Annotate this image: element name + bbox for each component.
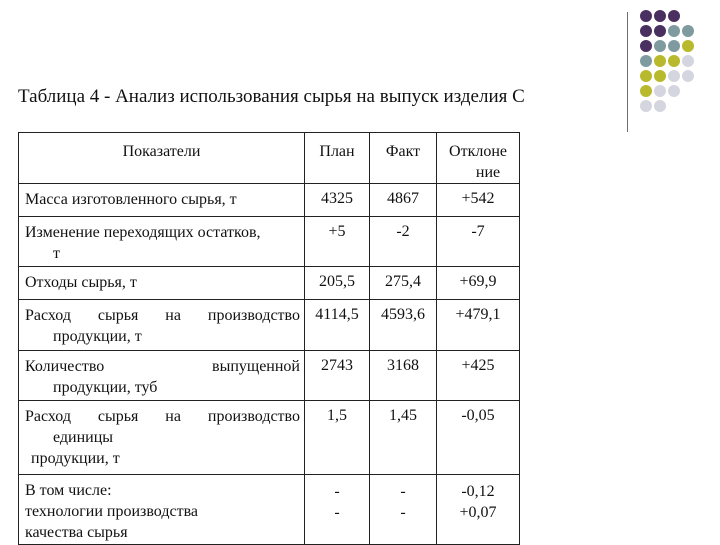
decorative-dot (668, 70, 680, 82)
row-label (19, 300, 305, 351)
decorative-dot (654, 25, 666, 37)
fact-value: 3168 (370, 351, 437, 401)
header-fact: Факт (370, 133, 437, 184)
plan-value: 205,5 (305, 267, 370, 300)
decorative-dot (682, 55, 694, 67)
row-label (19, 217, 305, 267)
decorative-dot (682, 25, 694, 37)
table-row (19, 217, 520, 267)
table-row (19, 184, 520, 217)
fact-value: -2 (370, 217, 437, 267)
row-label-line: Изменение переходящих остатков, (25, 224, 261, 241)
table-row (19, 351, 520, 401)
table-row (19, 300, 520, 351)
fact-value-line: - (400, 504, 406, 521)
row-label: Масса изготовленного сырья, т (19, 184, 305, 217)
header-deviation-line1: Отклоне (449, 143, 507, 160)
fact-value: 4593,6 (370, 300, 437, 351)
decorative-dot (682, 70, 694, 82)
table-header-row (19, 133, 520, 184)
deviation-value: +542 (437, 184, 520, 217)
row-label-line: продукции, туб (53, 379, 158, 396)
decorative-dot (640, 25, 652, 37)
header-deviation (437, 133, 520, 184)
decorative-dot (654, 55, 666, 67)
decorative-divider (627, 12, 628, 132)
row-label (19, 401, 305, 475)
row-label-line: Количество выпущенной (25, 358, 300, 375)
row-label-line: Расход сырья на производство (25, 307, 300, 324)
table-row (19, 475, 520, 545)
row-label-line: В том числе: (25, 482, 112, 499)
decorative-dot (654, 40, 666, 52)
row-label-line: Расход сырья на производство (25, 408, 300, 425)
decorative-dot (668, 55, 680, 67)
deviation-value: +479,1 (437, 300, 520, 351)
fact-value: 275,4 (370, 267, 437, 300)
header-indicator: Показатели (19, 133, 305, 184)
deviation-value: +425 (437, 351, 520, 401)
table-title: Таблица 4 - Анализ использования сырья на выпуск изделия С (18, 86, 525, 107)
decorative-dot (668, 10, 680, 22)
fact-value (370, 475, 437, 545)
raw-material-analysis-table (18, 132, 520, 545)
row-label-line: продукции, т (53, 328, 142, 345)
decorative-dot (654, 100, 666, 112)
plan-value-line: - (334, 483, 340, 500)
header-deviation-line2: ние (475, 164, 501, 181)
plan-value: +5 (305, 217, 370, 267)
row-label-line: продукции, т (31, 450, 120, 467)
deviation-value (437, 475, 520, 545)
decorative-dot (640, 55, 652, 67)
plan-value: 1,5 (305, 401, 370, 475)
decorative-dot (668, 85, 680, 97)
plan-value-line: - (334, 504, 340, 521)
row-label-line: качества сырья (25, 524, 128, 541)
plan-value: 4114,5 (305, 300, 370, 351)
header-plan: План (305, 133, 370, 184)
plan-value: 2743 (305, 351, 370, 401)
deviation-value-line: -0,12 (461, 483, 495, 500)
row-label (19, 475, 305, 545)
deviation-value-line: +0,07 (459, 504, 497, 521)
decorative-dot (640, 40, 652, 52)
decorative-dot (640, 10, 652, 22)
decorative-dot (640, 100, 652, 112)
decorative-dot (654, 10, 666, 22)
decorative-dot (640, 70, 652, 82)
table-row (19, 267, 520, 300)
row-label (19, 351, 305, 401)
table-row (19, 401, 520, 475)
decorative-dot (682, 40, 694, 52)
fact-value-line: - (400, 483, 406, 500)
row-label-line: единицы (53, 429, 114, 446)
fact-value: 4867 (370, 184, 437, 217)
plan-value (305, 475, 370, 545)
deviation-value: -7 (437, 217, 520, 267)
row-label-line: технологии производства (25, 503, 199, 520)
deviation-value: +69,9 (437, 267, 520, 300)
plan-value: 4325 (305, 184, 370, 217)
row-label-line: т (53, 245, 60, 262)
decorative-dot (668, 40, 680, 52)
row-label: Отходы сырья, т (19, 267, 305, 300)
decorative-dot (654, 70, 666, 82)
fact-value: 1,45 (370, 401, 437, 475)
decorative-dot (668, 25, 680, 37)
decorative-dot (640, 85, 652, 97)
deviation-value: -0,05 (437, 401, 520, 475)
decorative-dot (654, 85, 666, 97)
decorative-dot-grid (640, 10, 720, 120)
